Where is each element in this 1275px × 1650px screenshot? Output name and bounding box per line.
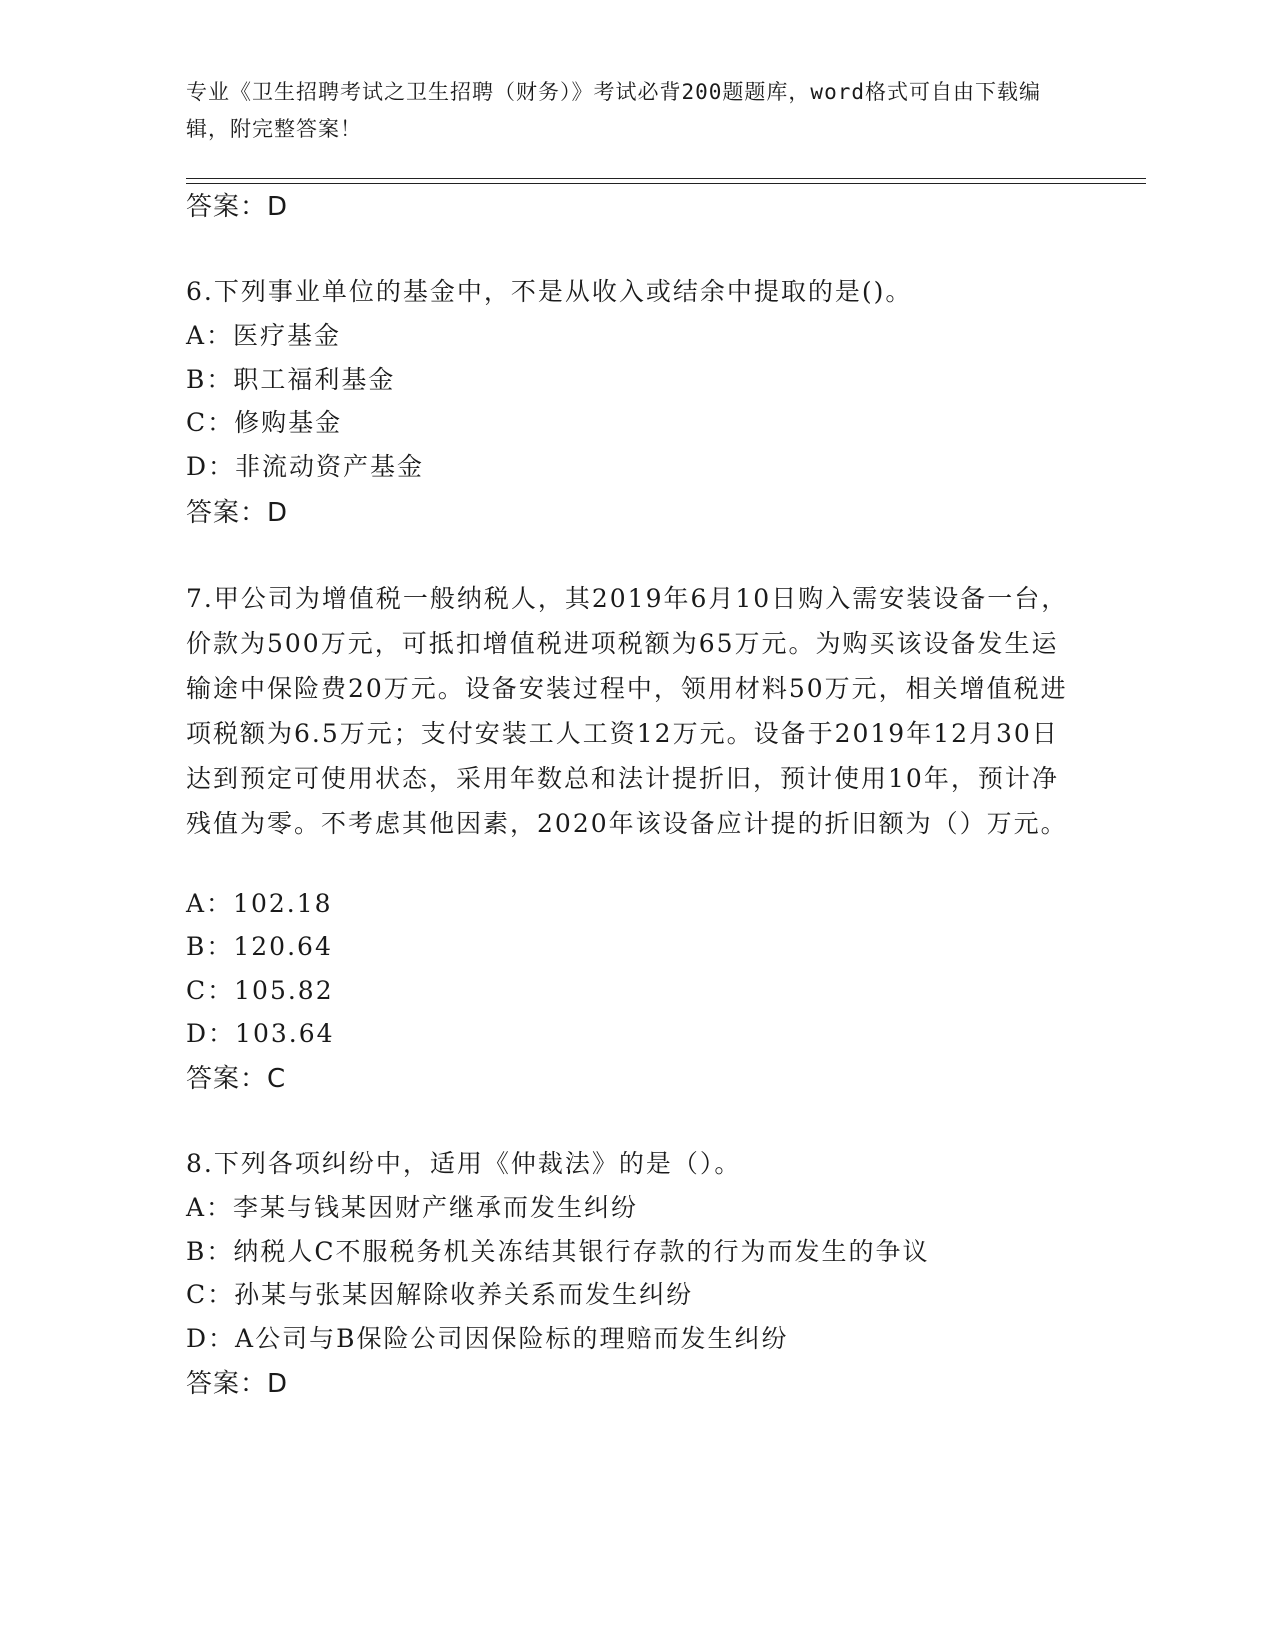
- question-6-option-b: B：职工福利基金: [186, 365, 396, 394]
- document-header: 专业《卫生招聘考试之卫生招聘（财务）》考试必背200题题库，word格式可自由下载编辑，附完整答案！: [186, 80, 1041, 141]
- question-6-option-d: D：非流动资产基金: [186, 452, 425, 481]
- answer-previous: 答案：D: [186, 192, 289, 222]
- question-8-option-b: B：纳税人C不服税务机关冻结其银行存款的行为而发生的争议: [186, 1237, 930, 1266]
- header-rule-top: [186, 178, 1146, 179]
- question-7-answer: 答案：C: [186, 1064, 287, 1094]
- question-7-option-a: A：102.18: [186, 889, 333, 918]
- question-8-stem: 8.下列各项纠纷中，适用《仲裁法》的是（）。: [186, 1149, 742, 1178]
- question-8-option-c: C：孙某与张某因解除收养关系而发生纠纷: [186, 1280, 694, 1309]
- question-6-stem: 6.下列事业单位的基金中，不是从收入或结余中提取的是()。: [186, 277, 913, 306]
- question-7-option-b: B：120.64: [186, 932, 333, 961]
- question-8-option-a: A：李某与钱某因财产继承而发生纠纷: [186, 1193, 639, 1222]
- question-6-option-c: C：修购基金: [186, 408, 343, 437]
- question-8-option-d: D：A公司与B保险公司因保险标的理赔而发生纠纷: [186, 1324, 789, 1353]
- question-7-stem: 7.甲公司为增值税一般纳税人，其2019年6月10日购入需安装设备一台，价款为500万元，可抵扣增值税进项税额为65万元。为购买该设备发生运输途中保险费20万元。设备安装过程中，领用材料50万元，相关增值税进项税额为6.5万元；支付安装工人工资12万元。设备于2019年12月30日达到预定可使用状态，采用年数总和法计提折旧，预计使用10年，预计净残值为零。不考虑其他因素，2020年该设备应计提的折旧额为（）万元。: [186, 584, 1069, 838]
- question-8-answer: 答案：D: [186, 1369, 289, 1399]
- question-7-option-c: C：105.82: [186, 976, 334, 1005]
- question-7-option-d: D：103.64: [186, 1019, 335, 1048]
- header-rule-bottom: [186, 183, 1146, 184]
- question-6-option-a: A：医疗基金: [186, 321, 342, 350]
- question-6-answer: 答案：D: [186, 498, 289, 528]
